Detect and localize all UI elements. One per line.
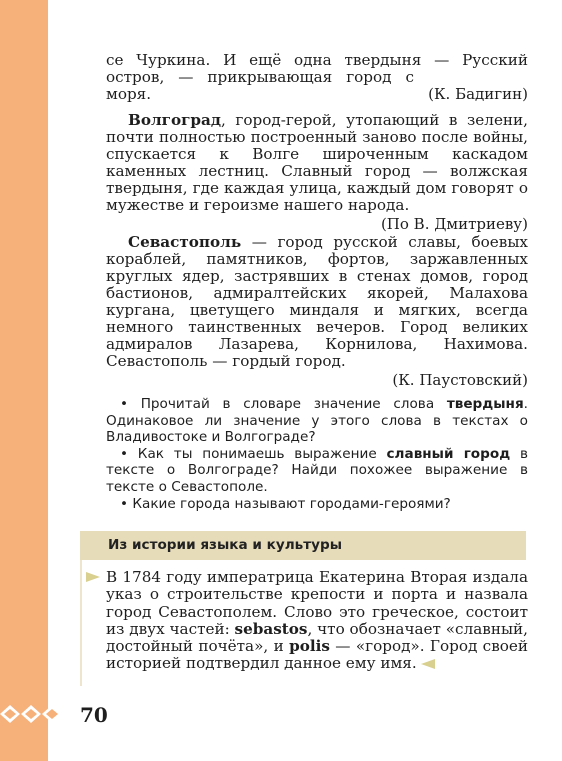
bold-term-volgograd: Волгоград	[128, 111, 222, 129]
bold-term-slavny-gorod: славный город	[386, 445, 511, 462]
paragraph-volgograd	[106, 112, 528, 214]
paragraph-text: , город-герой, утопающий в зелени, почти полностью построенный заново после войны, спускается к Волге широченным каскадом каменных лестниц. Славный город — волжская твердыня, где каждая улица, каждый дом говорят о мужестве и героизме нашего народа.	[106, 111, 528, 214]
page-number: 70	[80, 703, 108, 727]
history-section-title: Из истории языка и культуры	[80, 531, 526, 560]
author-dmitriev: (По В. Дмитриеву)	[380, 215, 528, 233]
question-1: • Прочитай в словаре значение слова твердыня. Одинаковое ли значение у этого слова в текстах о Владивостоке и Волгограде?	[106, 396, 528, 446]
history-text: В 1784 году императрица Екатерина Вторая издала указ о строительстве крепости и порта и назвала город Севастополем. Слово это греческое, состоит из двух частей: sebastos, что обозначает «славный, достойный почёта», и polis — «город». Город своей историей подтвердил данное ему имя.	[106, 568, 528, 673]
author-paustovsky: (К. Паустовский)	[392, 371, 528, 389]
paragraph-text: — город русской славы, боевых кораблей, памятников, фортов, заржавленных круглых ядер, застрявших в стенах домов, город бастионов, адмиралтейских якорей, Малахова кургана, цветущего миндаля и мягких, всегда немного таинственных вечеров. Город великих адмиралов Лазарева, Корнилова, Нахимова. Севастополь — гордый город.	[106, 233, 528, 370]
question-3: • Какие города называют городами-героями?	[120, 495, 451, 512]
bold-term-polis: polis	[289, 637, 330, 656]
text-line: остров, — прикрывающая город с моря.	[106, 68, 414, 103]
bold-term-tverdynya: твердыня	[446, 396, 524, 412]
author-badigin: (К. Бадигин)	[428, 85, 528, 103]
triangle-right-icon	[86, 572, 100, 582]
bold-term-sebastos: sebastos	[234, 619, 308, 638]
page-side-strip	[0, 0, 48, 761]
question-2: • Как ты понимаешь выражение славный город в тексте о Волгограде? Найди похожее выражение в тексте о Севастополе.	[106, 445, 528, 495]
triangle-left-icon	[421, 659, 435, 669]
questions-block	[106, 396, 528, 512]
text-line: се Чуркина. И ещё одна твердыня — Русский	[106, 51, 528, 69]
bold-term-sevastopol: Севастополь	[128, 233, 242, 251]
diamond-ornament-icon	[0, 703, 64, 725]
paragraph-sevastopol	[106, 234, 528, 370]
